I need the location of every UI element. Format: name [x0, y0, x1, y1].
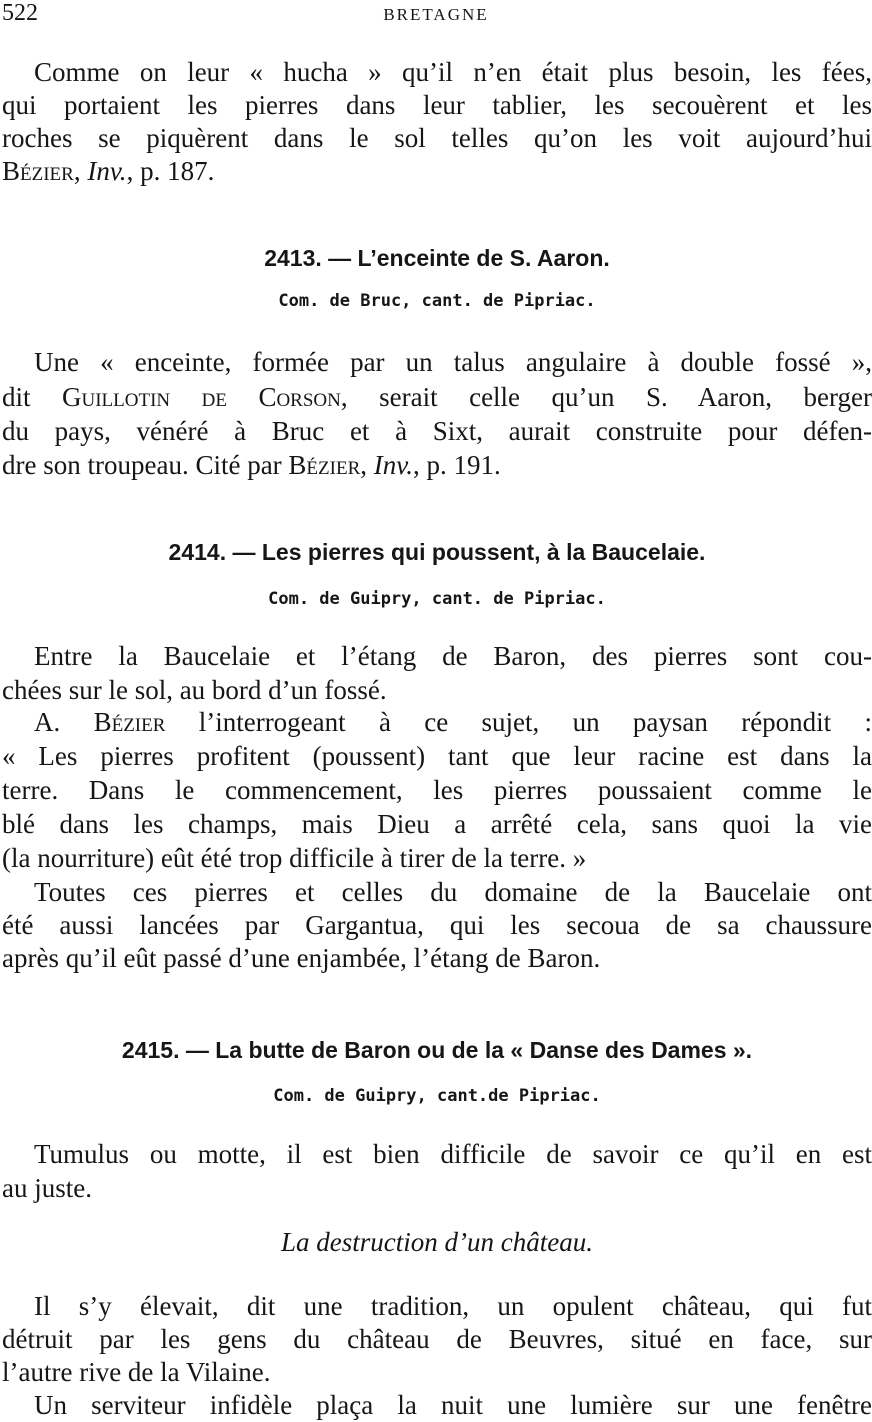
citation-author: Bézier: [2, 156, 74, 186]
section-2415-line-3: Il s’y élevait, dit une tradition, un opulent château, qui fut: [34, 1291, 872, 1321]
section-2414-line-4: « Les pierres profitent (poussent) tant que leur racine est dans la: [2, 741, 872, 771]
section-2415-location: Com. de Guipry, cant.de Pipriac.: [273, 1086, 601, 1106]
intro-line-3: roches se piquèrent dans le sol telles qu’on les voit aujourd’hui: [2, 123, 872, 153]
section-2413-heading: 2413. — L’enceinte de S. Aaron.: [264, 245, 610, 271]
intro-line-2: qui portaient les pierres dans leur tablier, les secouèrent et les: [2, 90, 872, 120]
section-2415-subtitle: La destruction d’un château.: [281, 1227, 593, 1257]
citation-work: Inv.: [87, 156, 127, 186]
citation-author: Guillotin de Corson: [62, 382, 341, 412]
section-2415-line-2: au juste.: [2, 1173, 92, 1203]
section-2415-line-4: détruit par les gens du château de Beuvres, situé en face, sur: [2, 1324, 872, 1354]
section-2414-line-1: Entre la Baucelaie et l’étang de Baron, des pierres sont cou-: [34, 641, 872, 671]
section-2414-heading: 2414. — Les pierres qui poussent, à la Baucelaie.: [168, 539, 706, 565]
section-2414-location: Com. de Guipry, cant. de Pipriac.: [268, 589, 606, 609]
section-2413-location: Com. de Bruc, cant. de Pipriac.: [278, 291, 596, 311]
section-2414-line-5: terre. Dans le commencement, les pierres poussaient comme le: [2, 775, 872, 805]
citation-author: Bézier: [93, 707, 166, 737]
section-2414-line-9: été aussi lancées par Gargantua, qui les secoua de sa chaussure: [2, 910, 872, 940]
intro-line-4: Bézier, Inv., p. 187.: [2, 156, 215, 186]
section-2415-line-6: Un serviteur infidèle plaça la nuit une lumière sur une fenêtre: [34, 1390, 872, 1420]
page-header: [0, 0, 872, 28]
running-head: BRETAGNE: [383, 5, 489, 24]
section-2413-line-3: du pays, vénéré à Bruc et à Sixt, aurait construite pour défen-: [2, 416, 872, 446]
section-2414-line-7: (la nourriture) eût été trop difficile à tirer de la terre. »: [2, 843, 587, 873]
section-2413-line-4: dre son troupeau. Cité par Bézier, Inv., p. 191.: [2, 450, 501, 480]
page-number: 522: [2, 0, 38, 26]
section-2415-line-5: l’autre rive de la Vilaine.: [2, 1357, 271, 1387]
section-2414-line-10: après qu’il eût passé d’une enjambée, l’étang de Baron.: [2, 943, 601, 973]
section-2415-line-1: Tumulus ou motte, il est bien difficile de savoir ce qu’il en est: [34, 1139, 872, 1169]
section-2414-line-2: chées sur le sol, au bord d’un fossé.: [2, 675, 387, 705]
section-2413-line-1: Une « enceinte, formée par un talus angulaire à double fossé »,: [34, 347, 872, 377]
citation-author: Bézier: [288, 450, 361, 480]
section-2414-line-6: blé dans les champs, mais Dieu a arrêté cela, sans quoi la vie: [2, 809, 872, 839]
section-2415-heading: 2415. — La butte de Baron ou de la « Danse des Dames ».: [121, 1037, 753, 1063]
section-2414-line-3: A. Bézier l’interrogeant à ce sujet, un paysan répondit :: [34, 707, 872, 737]
intro-line-1: Comme on leur « hucha » qu’il n’en était plus besoin, les fées,: [34, 57, 872, 87]
citation-work: Inv.: [373, 450, 413, 480]
section-2414-line-8: Toutes ces pierres et celles du domaine de la Baucelaie ont: [34, 877, 872, 907]
section-2413-line-2: dit Guillotin de Corson, serait celle qu’un S. Aaron, berger: [2, 382, 872, 412]
